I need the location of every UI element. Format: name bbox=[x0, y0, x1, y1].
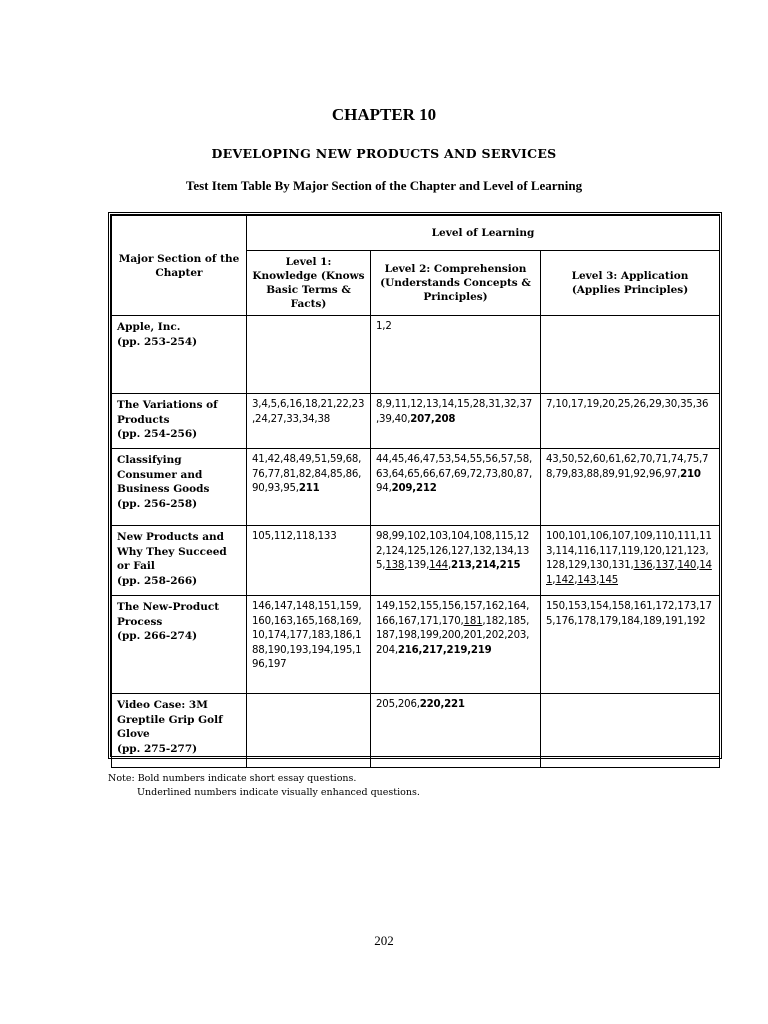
visual-question-number: 142 bbox=[555, 574, 575, 586]
section-cell bbox=[112, 596, 247, 694]
section-cell bbox=[112, 526, 247, 596]
table-row bbox=[112, 694, 720, 768]
level-2-items bbox=[371, 316, 541, 394]
level-2-items bbox=[371, 394, 541, 449]
question-numbers: ,139, bbox=[404, 560, 430, 571]
section-name: Apple, Inc. bbox=[117, 321, 181, 333]
visual-question-number: 137 bbox=[655, 560, 675, 571]
question-numbers: 105,112,118,133 bbox=[252, 531, 337, 542]
essay-question-numbers: 209,212 bbox=[391, 483, 437, 494]
section-pages: (pp. 275-277) bbox=[117, 742, 198, 755]
question-numbers: , bbox=[674, 560, 678, 571]
section-cell bbox=[112, 394, 247, 449]
question-numbers: , bbox=[652, 560, 656, 571]
chapter-subtitle: DEVELOPING NEW PRODUCTS AND SERVICES bbox=[211, 146, 557, 161]
level-3-items bbox=[541, 449, 720, 526]
essay-question-numbers: 213,214,215 bbox=[451, 560, 521, 571]
section-pages: (pp. 256-258) bbox=[117, 497, 198, 510]
essay-question-numbers: 207,208 bbox=[410, 413, 456, 425]
level-2-items bbox=[371, 694, 541, 768]
note-underline-explanation: Underlined numbers indicate visually enhanced questions. bbox=[137, 787, 420, 798]
level-1-items bbox=[247, 596, 371, 694]
section-name: The New-Product Process bbox=[117, 601, 220, 628]
level-3-items bbox=[541, 694, 720, 768]
question-numbers: , bbox=[447, 560, 452, 571]
question-numbers: 7,10,17,19,20,25,26,29,30,35,36 bbox=[546, 399, 709, 410]
question-numbers: ,182,185,187,198,199,200,201,202,203,204, bbox=[376, 615, 530, 656]
level-1-items bbox=[247, 394, 371, 449]
table-row bbox=[112, 449, 720, 526]
note-bold-explanation: Note: Bold numbers indicate short essay questions. bbox=[108, 773, 357, 784]
table-row bbox=[112, 316, 720, 394]
section-name: Classifying Consumer and Business Goods bbox=[117, 454, 210, 495]
level-1-items bbox=[247, 449, 371, 526]
section-name: Video Case: 3M Greptile Grip Golf Glove bbox=[117, 699, 223, 740]
question-numbers: 44,45,46,47,53,54,55,56,57,58,63,64,65,66,67,69,72,73,80,87,94, bbox=[376, 454, 533, 494]
question-numbers: 149,152,155,156,157,162,164,166,167,171,170, bbox=[376, 601, 530, 627]
essay-question-numbers: 211 bbox=[298, 483, 320, 494]
visual-question-number: 145 bbox=[599, 574, 619, 586]
visual-question-number: 138 bbox=[385, 560, 405, 571]
essay-question-numbers: 216,217,219,219 bbox=[397, 644, 492, 656]
section-pages: (pp. 253-254) bbox=[117, 335, 198, 348]
essay-question-numbers: 210 bbox=[680, 468, 701, 480]
visual-question-number: 136 bbox=[633, 560, 653, 571]
test-item-table-frame bbox=[108, 212, 722, 759]
level3-header: Level 3: Application (Applies Principles) bbox=[541, 251, 720, 316]
level-2-items bbox=[371, 596, 541, 694]
visual-question-number: 143 bbox=[577, 574, 597, 586]
table-row bbox=[112, 596, 720, 694]
chapter-title: CHAPTER 10 bbox=[331, 105, 437, 124]
visual-question-number: 144 bbox=[429, 560, 448, 571]
level-3-items bbox=[541, 316, 720, 394]
question-numbers: , bbox=[574, 574, 578, 586]
question-numbers: 3,4,5,6,16,18,21,22,23,24,27,33,34,38 bbox=[252, 399, 365, 425]
question-numbers: 146,147,148,151,159,160,163,165,168,169,10,174,177,183,186,188,190,193,194,195,196,197 bbox=[252, 601, 362, 670]
visual-question-number: 181 bbox=[463, 615, 483, 627]
table-row bbox=[112, 526, 720, 596]
level-1-items bbox=[247, 316, 371, 394]
level-3-items bbox=[541, 596, 720, 694]
question-numbers: 98,99,102,103,104,108,115,122,124,125,126,127,132,134,135, bbox=[376, 531, 530, 571]
test-item-table bbox=[111, 215, 720, 768]
level-1-items bbox=[247, 694, 371, 768]
page-number: 202 bbox=[374, 933, 394, 948]
level2-header: Level 2: Comprehension (Understands Concepts & Principles) bbox=[371, 251, 541, 316]
question-numbers: , bbox=[552, 574, 556, 586]
table-title: Test Item Table By Major Section of the Chapter and Level of Learning bbox=[185, 178, 583, 193]
section-pages: (pp. 254-256) bbox=[117, 428, 198, 440]
section-name: New Products and Why They Succeed or Fail bbox=[117, 531, 227, 572]
level-2-items bbox=[371, 449, 541, 526]
section-name: The Variations of Products bbox=[117, 399, 218, 426]
level1-header: Level 1: Knowledge (Knows Basic Terms & Facts) bbox=[247, 251, 371, 316]
section-column-header: Major Section of the Chapter bbox=[112, 216, 247, 316]
table-row bbox=[112, 394, 720, 449]
question-numbers: 1,2 bbox=[376, 321, 392, 332]
section-pages: (pp. 266-274) bbox=[117, 630, 198, 642]
section-cell bbox=[112, 449, 247, 526]
section-cell bbox=[112, 316, 247, 394]
level-3-items bbox=[541, 394, 720, 449]
visual-question-number: 141 bbox=[546, 560, 712, 586]
level-2-items bbox=[371, 526, 541, 596]
section-pages: (pp. 258-266) bbox=[117, 574, 198, 587]
question-numbers: 205,206, bbox=[376, 699, 420, 710]
section-cell bbox=[112, 694, 247, 768]
level-of-learning-header: Level of Learning bbox=[247, 216, 720, 251]
question-numbers: 100,101,106,107,109,110,111,113,114,116,117,119,120,121,123,128,129,130,131, bbox=[546, 531, 712, 571]
essay-question-numbers: 220,221 bbox=[419, 699, 465, 710]
question-numbers: 8,9,11,12,13,14,15,28,31,32,37,39,40, bbox=[376, 399, 533, 425]
visual-question-number: 140 bbox=[677, 560, 697, 571]
question-numbers: , bbox=[696, 560, 700, 571]
question-numbers: , bbox=[596, 574, 600, 586]
level-1-items bbox=[247, 526, 371, 596]
question-numbers: 41,42,48,49,51,59,68,76,77,81,82,84,85,86,90,93,95, bbox=[252, 454, 362, 494]
question-numbers: 150,153,154,158,161,172,173,175,176,178,179,184,189,191,192 bbox=[546, 601, 712, 627]
question-numbers: 43,50,52,60,61,62,70,71,74,75,78,79,83,88,89,91,92,96,97, bbox=[546, 454, 709, 480]
level-3-items bbox=[541, 526, 720, 596]
table-note bbox=[108, 772, 420, 800]
